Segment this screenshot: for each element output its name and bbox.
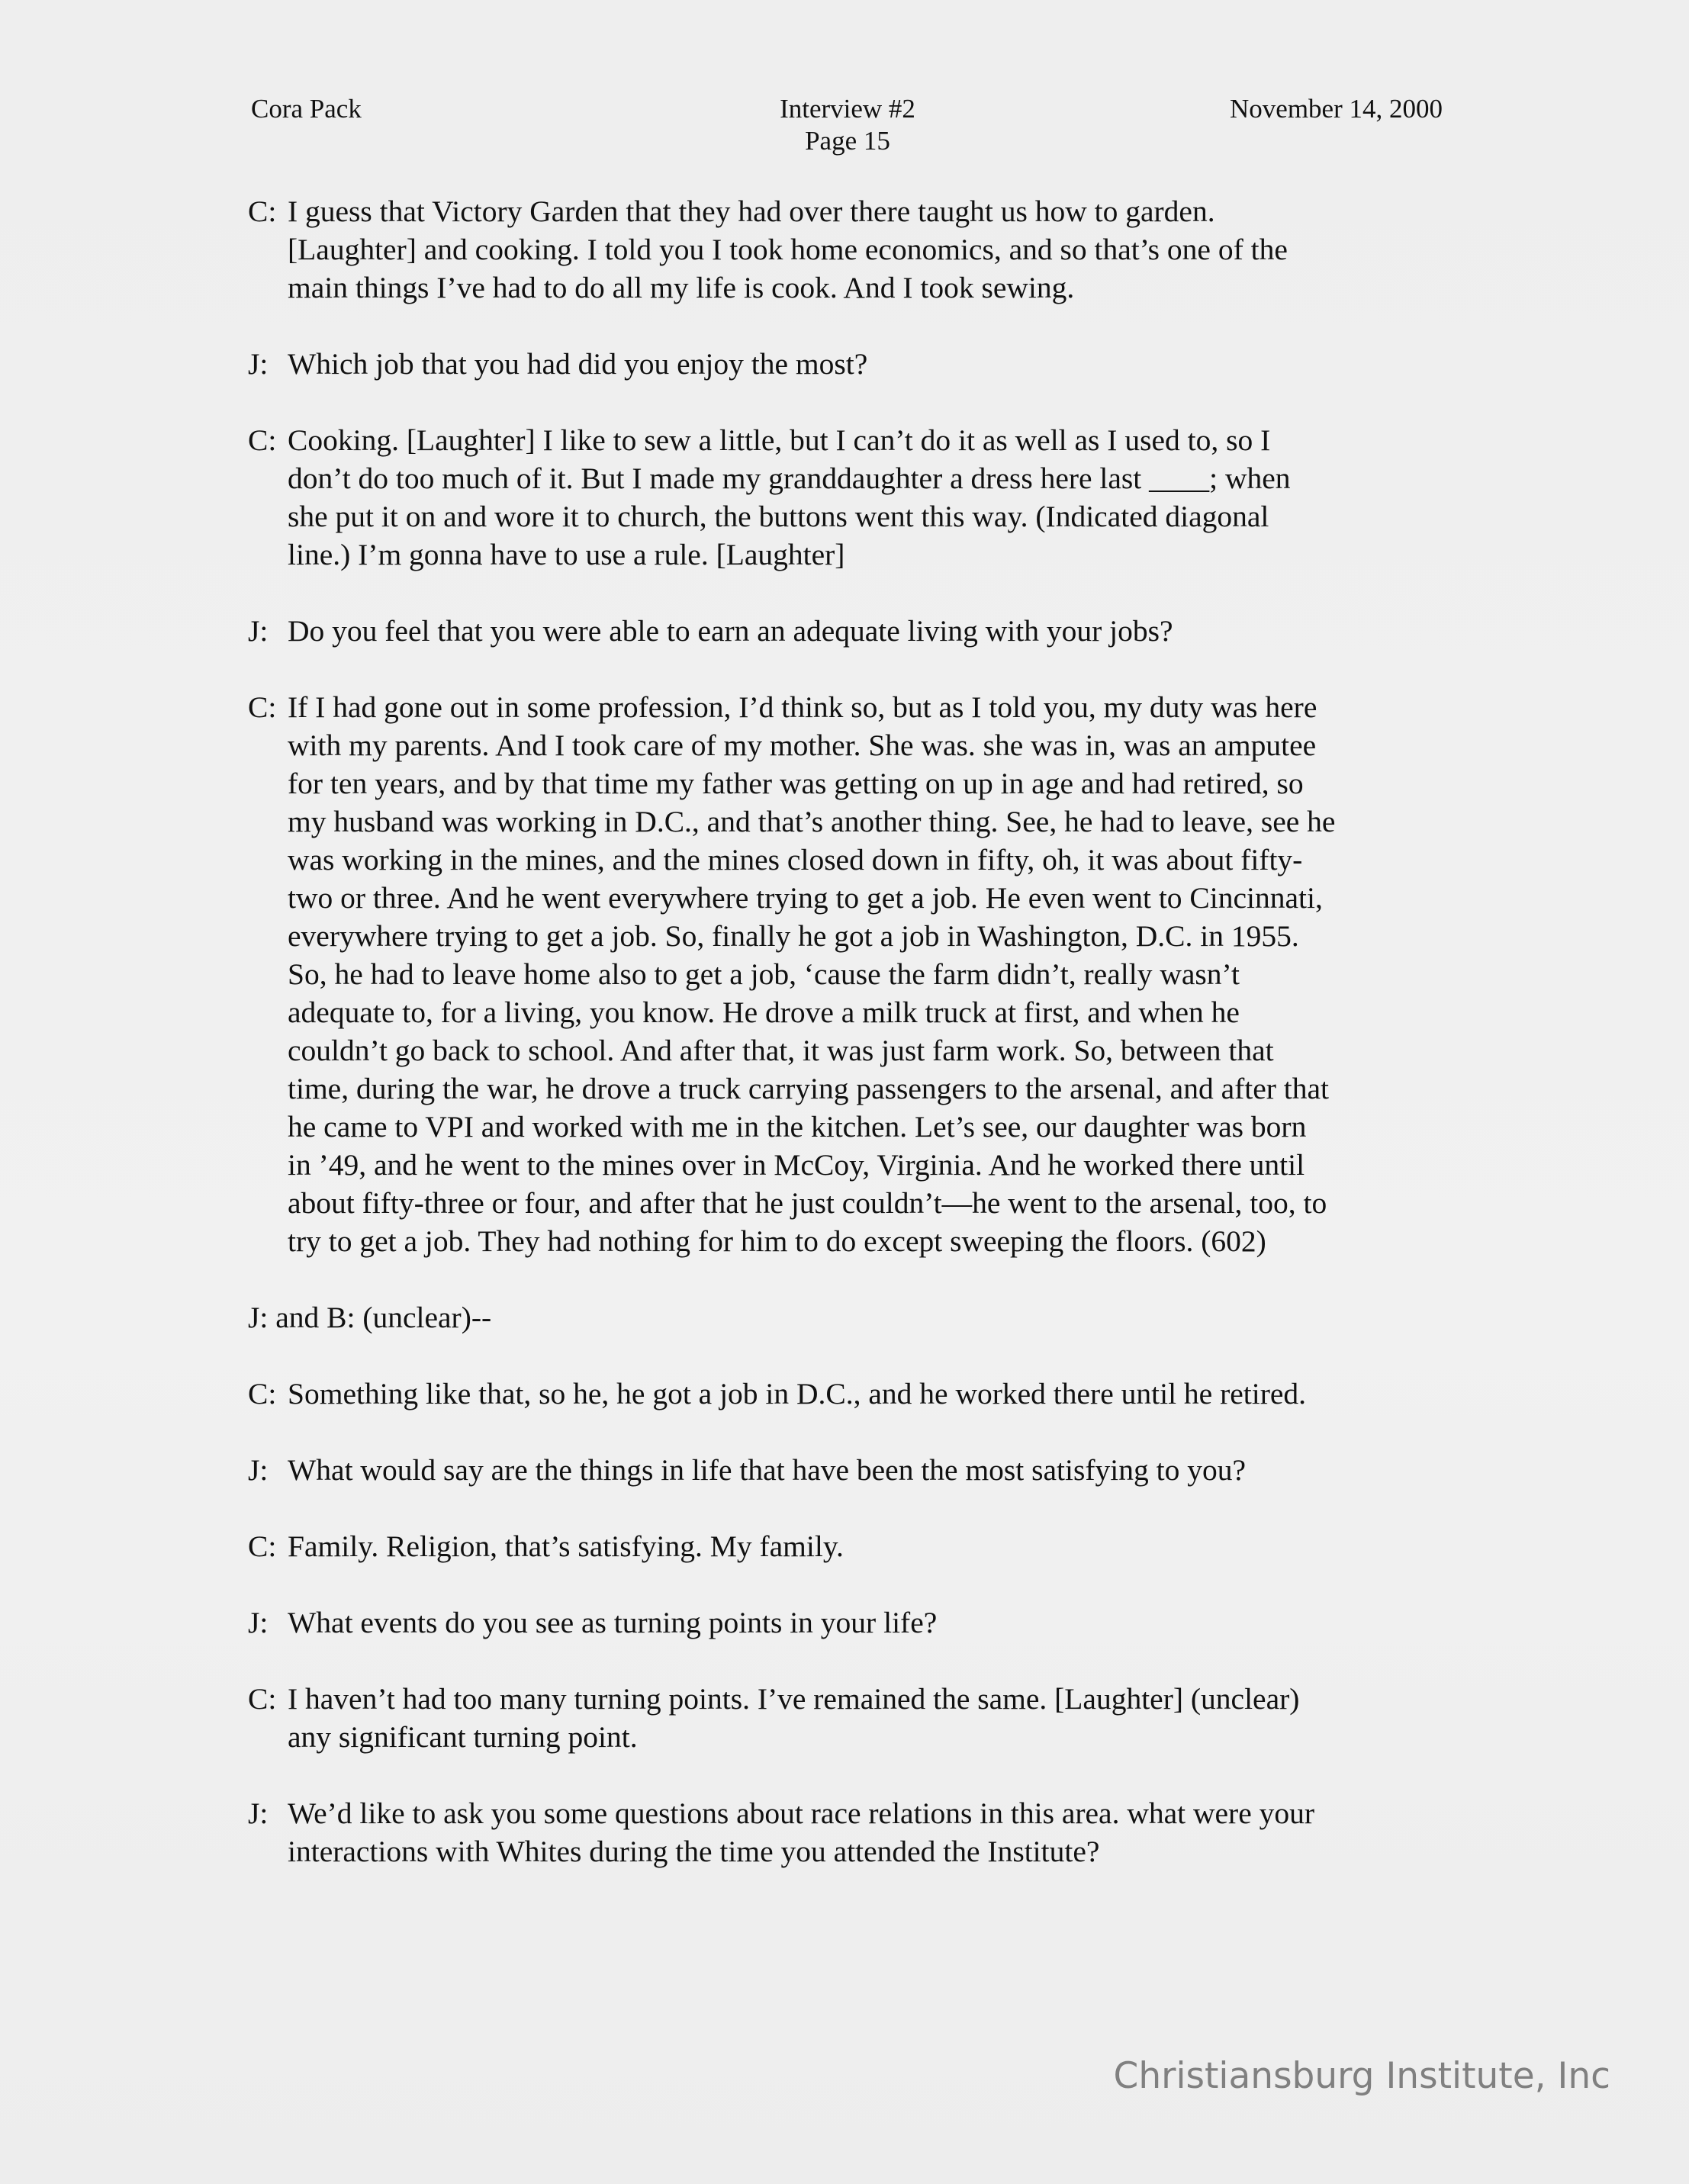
- speaker-label: J:: [248, 1453, 269, 1487]
- transcript-line: Cooking. [Laughter] I like to sew a little, but I can’t do it as well as I used to, so I: [288, 423, 1271, 457]
- speaker-label: C:: [248, 690, 277, 724]
- transcript-turn: [248, 421, 1446, 574]
- transcript-line: with my parents. And I took care of my mother. She was. she was in, was an amputee: [288, 729, 1317, 762]
- transcript-line: line.) I’m gonna have to use a rule. [Laughter]: [288, 538, 845, 571]
- interview-number: Interview #2: [780, 94, 915, 124]
- transcript-body: [248, 192, 1446, 1909]
- speaker-label: C:: [248, 1682, 277, 1716]
- transcript-turn: [248, 612, 1446, 650]
- transcript-line: he came to VPI and worked with me in the kitchen. Let’s see, our daughter was born: [288, 1110, 1307, 1143]
- interviewee-name: Cora Pack: [251, 94, 362, 124]
- transcript-line: everywhere trying to get a job. So, finally he got a job in Washington, D.C. in 1955.: [288, 919, 1299, 953]
- speaker-label: J:: [248, 1606, 269, 1639]
- speaker-label: J: and B:: [248, 1301, 355, 1334]
- transcript-turn: [248, 1603, 1446, 1642]
- transcript-turn: [248, 192, 1446, 307]
- transcript-line: interactions with Whites during the time you attended the Institute?: [288, 1835, 1100, 1868]
- transcript-turn: [248, 345, 1446, 383]
- transcript-line: about fifty-three or four, and after that he just couldn’t—he went to the arsenal, too, to: [288, 1186, 1327, 1220]
- transcript-turn: [248, 1298, 1446, 1336]
- transcript-line: time, during the war, he drove a truck carrying passengers to the arsenal, and after that: [288, 1072, 1330, 1105]
- transcript-line: for ten years, and by that time my father was getting on up in age and had retired, so: [288, 767, 1304, 800]
- speaker-label: J:: [248, 1796, 269, 1830]
- transcript-line: Something like that, so he, he got a job in D.C., and he worked there until he retired.: [288, 1377, 1307, 1410]
- transcript-line: she put it on and wore it to church, the buttons went this way. (Indicated diagonal: [288, 500, 1269, 533]
- transcript-turn: [248, 1680, 1446, 1756]
- transcript-line: What events do you see as turning points in your life?: [288, 1606, 938, 1639]
- transcript-line: [Laughter] and cooking. I told you I took home economics, and so that’s one of the: [288, 233, 1288, 266]
- transcript-line: If I had gone out in some profession, I’d think so, but as I told you, my duty was here: [288, 690, 1317, 724]
- transcript-line: try to get a job. They had nothing for him to do except sweeping the floors. (602): [288, 1224, 1266, 1258]
- transcript-line: Which job that you had did you enjoy the most?: [288, 347, 868, 381]
- transcript-line: We’d like to ask you some questions about race relations in this area. what were your: [288, 1796, 1315, 1830]
- transcript-line: two or three. And he went everywhere trying to get a job. He even went to Cincinnati,: [288, 881, 1323, 915]
- interview-heading: [687, 93, 1009, 157]
- speaker-label: C:: [248, 1529, 277, 1563]
- transcript-line: couldn’t go back to school. And after that, it was just farm work. So, between that: [288, 1034, 1274, 1067]
- speaker-label: J:: [248, 347, 269, 381]
- page-number: Page 15: [805, 126, 890, 156]
- transcript-turn: [248, 1375, 1446, 1413]
- transcript-line: my husband was working in D.C., and that’s another thing. See, he had to leave, see he: [288, 805, 1336, 838]
- transcript-line: What would say are the things in life that have been the most satisfying to you?: [288, 1453, 1247, 1487]
- transcript-line: Do you feel that you were able to earn an adequate living with your jobs?: [288, 614, 1173, 648]
- transcript-line: main things I’ve had to do all my life is cook. And I took sewing.: [288, 271, 1075, 304]
- transcript-line: in ’49, and he went to the mines over in McCoy, Virginia. And he worked there until: [288, 1148, 1305, 1182]
- watermark: Christiansburg Institute, Inc: [1113, 2055, 1610, 2097]
- transcript-turn: [248, 1527, 1446, 1565]
- transcript-turn: [248, 1794, 1446, 1870]
- transcript-turn: [248, 1451, 1446, 1489]
- transcript-line: So, he had to leave home also to get a job, ‘cause the farm didn’t, really wasn’t: [288, 957, 1240, 991]
- transcript-line: I guess that Victory Garden that they had over there taught us how to garden.: [288, 195, 1215, 228]
- transcript-line: Family. Religion, that’s satisfying. My family.: [288, 1529, 844, 1563]
- transcript-line: don’t do too much of it. But I made my granddaughter a dress here last ____; when: [288, 462, 1291, 495]
- speaker-label: J:: [248, 614, 269, 648]
- transcript-turn: [248, 688, 1446, 1260]
- transcript-line: I haven’t had too many turning points. I’ve remained the same. [Laughter] (unclear): [288, 1682, 1300, 1716]
- speaker-label: C:: [248, 423, 277, 457]
- interview-date: November 14, 2000: [1230, 94, 1443, 124]
- transcript-line: (unclear)--: [362, 1301, 492, 1334]
- transcript-line: was working in the mines, and the mines closed down in fifty, oh, it was about fifty-: [288, 843, 1303, 876]
- speaker-label: C:: [248, 1377, 277, 1410]
- transcript-line: any significant turning point.: [288, 1720, 638, 1754]
- transcript-line: adequate to, for a living, you know. He drove a milk truck at first, and when he: [288, 996, 1240, 1029]
- speaker-label: C:: [248, 195, 277, 228]
